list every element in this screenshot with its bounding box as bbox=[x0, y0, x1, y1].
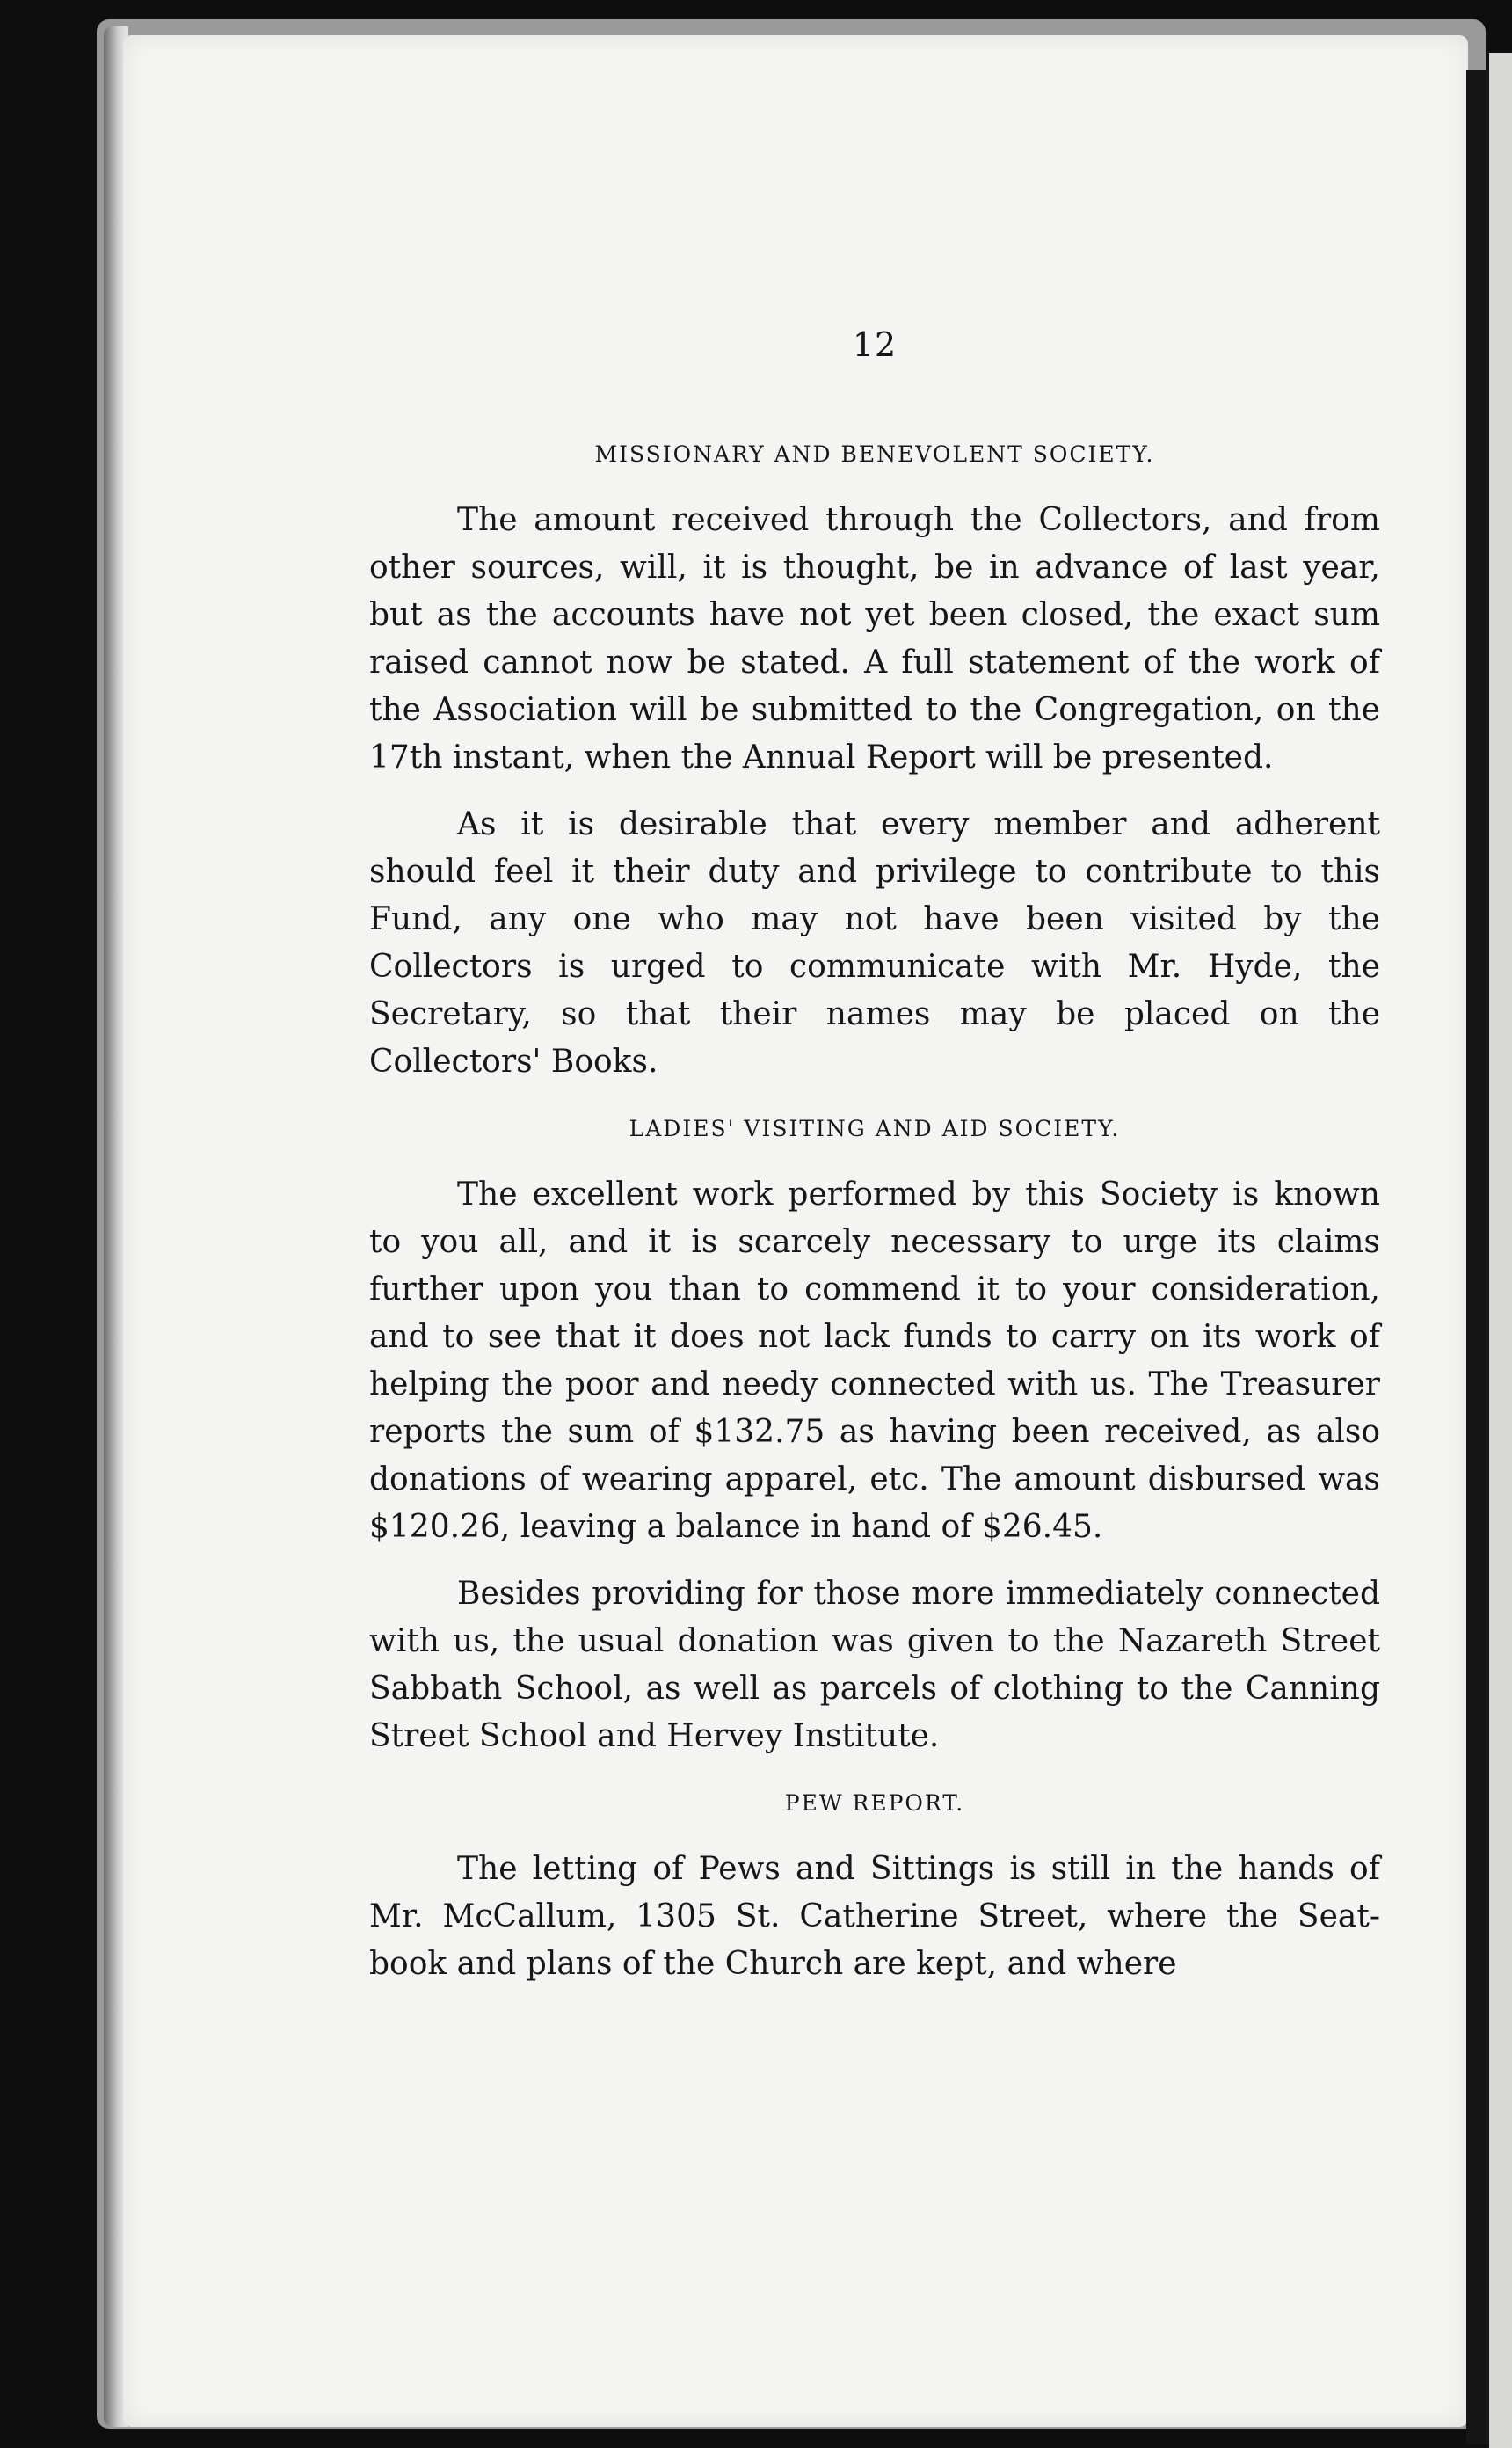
paragraph: The amount received through the Collectors, and from other sources, will, it is thought, be in advance of last year, but as the accounts have not yet been closed, the exact sum raised cannot now be stated. A full statement of the work of the Association will be submitted to the Congregation, on the 17th instant, when the Annual Report will be presented. bbox=[369, 502, 1380, 776]
facing-page-edge bbox=[1489, 53, 1512, 2448]
paragraph: As it is desirable that every member and adherent should feel it their duty and privilege to contribute to this Fund, any one who may not have been visited by the Collectors is urged to communicate with Mr. Hyde, the Secretary, so that their names may be placed on the Collectors' Books. bbox=[369, 806, 1380, 1080]
section-heading-missionary: MISSIONARY AND BENEVOLENT SOCIETY. bbox=[594, 441, 1155, 467]
page-number: 12 bbox=[852, 325, 898, 364]
section-heading-ladies: LADIES' VISITING AND AID SOCIETY. bbox=[629, 1116, 1121, 1141]
section-heading-pew: PEW REPORT. bbox=[784, 1790, 965, 1816]
paragraph: The excellent work performed by this Society is known to you all, and it is scarcely necessary to urge its claims further upon you than to commend it to your consideration, and to see that it does not lack funds to carry on its work of helping the poor and needy connected with us. The Treasurer reports the sum of $132.75 as having been received, as also donations of wearing apparel, etc. The amount disbursed was $120.26, leaving a balance in hand of $26.45. bbox=[369, 1177, 1380, 1545]
paragraph: The letting of Pews and Sittings is still in the hands of Mr. McCallum, 1305 St. Catherine Street, where the Seat-book and plans of the Church are kept, and where bbox=[369, 1851, 1380, 1982]
book-binding bbox=[1466, 70, 1489, 2444]
paragraph: Besides providing for those more immediately connected with us, the usual donation was given to the Nazareth Street Sabbath School, as well as parcels of clothing to the Canning Street School and Hervey Institute. bbox=[369, 1576, 1380, 1754]
page-text bbox=[369, 325, 1380, 2007]
